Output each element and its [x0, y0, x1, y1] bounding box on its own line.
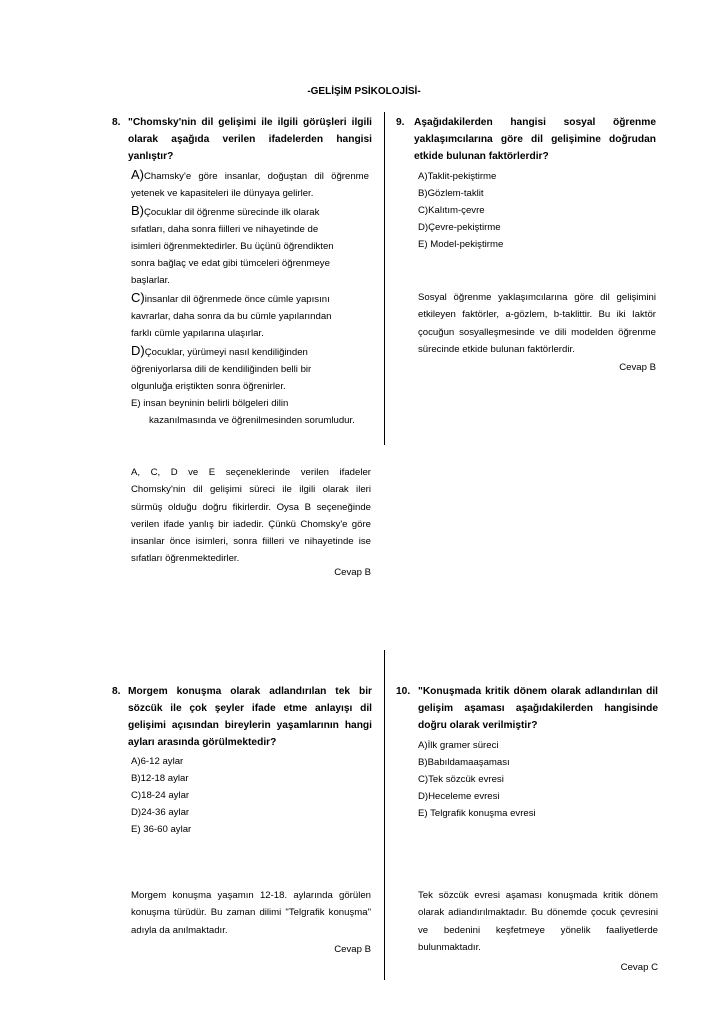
- option-text: sıfatları, daha sonra fiilleri ve nihayetinde de: [131, 224, 319, 235]
- question-text: Aşağıdakilerden hangisi sosyal öğrenme yaklaşımcılarına göre dil gelişimine doğrudan etkide bulunan faktörlerdir?: [414, 117, 656, 162]
- question-8-chomsky-explanation: A, C, D ve E seçeneklerinde verilen ifadeler Chomsky'nin dil gelişimi süreci ile ilgili olarak ileri sürmüş olduğu doğru fikirlerdir. Oysa B seçeneğinde verilen ifade yanlış bir iadedir. Çünkü Chomsky'e göre insanlar önce isimleri, sonra fiilleri ve nihayetinde ise sıfatları öğrenmektedirler.: [131, 467, 371, 565]
- option-text: insanlar dil öğrenmede önce cümle yapısını: [144, 294, 330, 305]
- option-d: D)Heceleme evresi: [418, 791, 500, 802]
- option-text: isimleri öğrenmektedirler. Bu üçünü öğrendikten: [131, 241, 334, 252]
- question-number: 9.: [396, 117, 405, 128]
- question-10: [396, 683, 658, 734]
- question-9-explanation: Sosyal öğrenme yaklaşımcılarına göre dil gelişimini etkileyen faktörler, a-gözlem, b-taklittir. Bu iki Iaktör çocuğun sosyalleşmesinde ve dili modelden öğrenme sürecinde etkide bulunan faktörlerdir.: [418, 292, 656, 355]
- question-9-options: [418, 168, 503, 253]
- option-text: olgunluğa eriştikten sonra öğrenirler.: [131, 381, 286, 392]
- column-divider-bottom: [384, 650, 385, 980]
- option-a: A)İlk gramer süreci: [418, 740, 499, 751]
- question-number: 10.: [396, 686, 411, 697]
- question-10-answer: Cevap C: [620, 962, 658, 973]
- option-text: Chamsky'e göre insanlar, doğuştan dil öğrenme yetenek ve kapasiteleri ile dünyaya gelirler.: [131, 171, 369, 199]
- option-b: B)Gözlem-taklit: [418, 188, 484, 199]
- question-8-chomsky-answer: Cevap B: [334, 567, 371, 578]
- option-e: E) Telgrafik konuşma evresi: [418, 808, 536, 819]
- question-10-options: [418, 737, 536, 822]
- question-8-morgem-explanation: Morgem konuşma yaşamın 12-18. aylarında görülen konuşma türüdür. Bu zaman dilimi "Telgrafik konuşma" adıyla da anılmaktadır.: [131, 890, 371, 936]
- question-9: [396, 114, 656, 165]
- option-c: C)Tek sözcük evresi: [418, 774, 504, 785]
- option-d: D)Çevre-pekiştirme: [418, 222, 501, 233]
- option-b: B)12-18 aylar: [131, 773, 189, 784]
- question-number: 8.: [112, 117, 121, 128]
- option-b: [131, 202, 369, 289]
- option-text: kavrarlar, daha sonra da bu cümle yapılarından: [131, 311, 332, 322]
- option-a: A)Taklit-pekiştirme: [418, 171, 497, 182]
- option-text: insan beyninin belirli bölgeleri dilin: [143, 398, 289, 409]
- option-c: C)Kalıtım-çevre: [418, 205, 485, 216]
- question-8-morgem-answer: Cevap B: [334, 944, 371, 955]
- option-text: başlarlar.: [131, 275, 170, 286]
- question-text: "Chomsky'nin dil gelişimi ile ilgili görüşleri ilgili olarak aşağıda verilen ifadelerden hangisi yanlıştır?: [128, 117, 372, 162]
- option-letter: E): [131, 398, 141, 409]
- column-divider-top: [384, 112, 385, 445]
- question-8-chomsky-options: [131, 166, 369, 429]
- option-e: E) 36-60 aylar: [131, 824, 192, 835]
- question-number: 8.: [112, 686, 121, 697]
- option-c: C)18-24 aylar: [131, 790, 190, 801]
- option-e: [131, 395, 369, 429]
- option-text: Çocuklar, yürümeyi nasıl kendiliğinden: [144, 347, 308, 358]
- option-d: D)24-36 aylar: [131, 807, 190, 818]
- question-10-explanation: Tek sözcük evresi aşaması konuşmada kritik dönem olarak adiandırılmaktadır. Bu dönemde çocuk çevresini ve bedenini keşfetmeye yönelik faaliyetlerde bulunmaktadır.: [418, 890, 658, 953]
- option-text: Çocuklar dil öğrenme sürecinde ilk olarak: [144, 207, 320, 218]
- option-text: öğreniyorlarsa dili de kendiliğinden belli bir: [131, 364, 312, 375]
- option-text: farklı cümle yapılarına ulaşırlar.: [131, 328, 264, 339]
- question-8-chomsky: [112, 114, 372, 165]
- option-a: A)6-12 aylar: [131, 756, 184, 767]
- page-title: -GELİŞİM PSİKOLOJİSİ-: [307, 86, 421, 97]
- option-e: E) Model-pekiştirme: [418, 239, 504, 250]
- option-text: kazanılmasında ve öğrenilmesinden sorumludur.: [149, 415, 355, 426]
- option-d: [131, 342, 369, 395]
- option-letter: C): [131, 290, 145, 305]
- option-letter: A): [131, 167, 144, 182]
- option-letter: D): [131, 343, 145, 358]
- option-c: [131, 289, 369, 342]
- question-8-morgem-options: [131, 753, 191, 838]
- question-8-morgem: [112, 683, 372, 751]
- question-text: "Konuşmada kritik dönem olarak adlandırılan dil gelişim aşaması aşağıdakilerden hangisinde doğru olarak verilmiştir?: [418, 686, 658, 731]
- option-text: sonra bağlaç ve edat gibi tümceleri öğrenmeye: [131, 258, 330, 269]
- option-letter: B): [131, 203, 144, 218]
- option-a: [131, 166, 369, 202]
- question-text: Morgem konuşma olarak adlandırılan tek bir sözcük ile çok şeyler ifade etme anlayışı dil gelişimi açısından bireylerin yaşamlarının hangi ayları arasında görülmektedir?: [128, 686, 372, 748]
- question-9-answer: Cevap B: [619, 362, 656, 373]
- option-b: B)Babıldamaaşaması: [418, 757, 510, 768]
